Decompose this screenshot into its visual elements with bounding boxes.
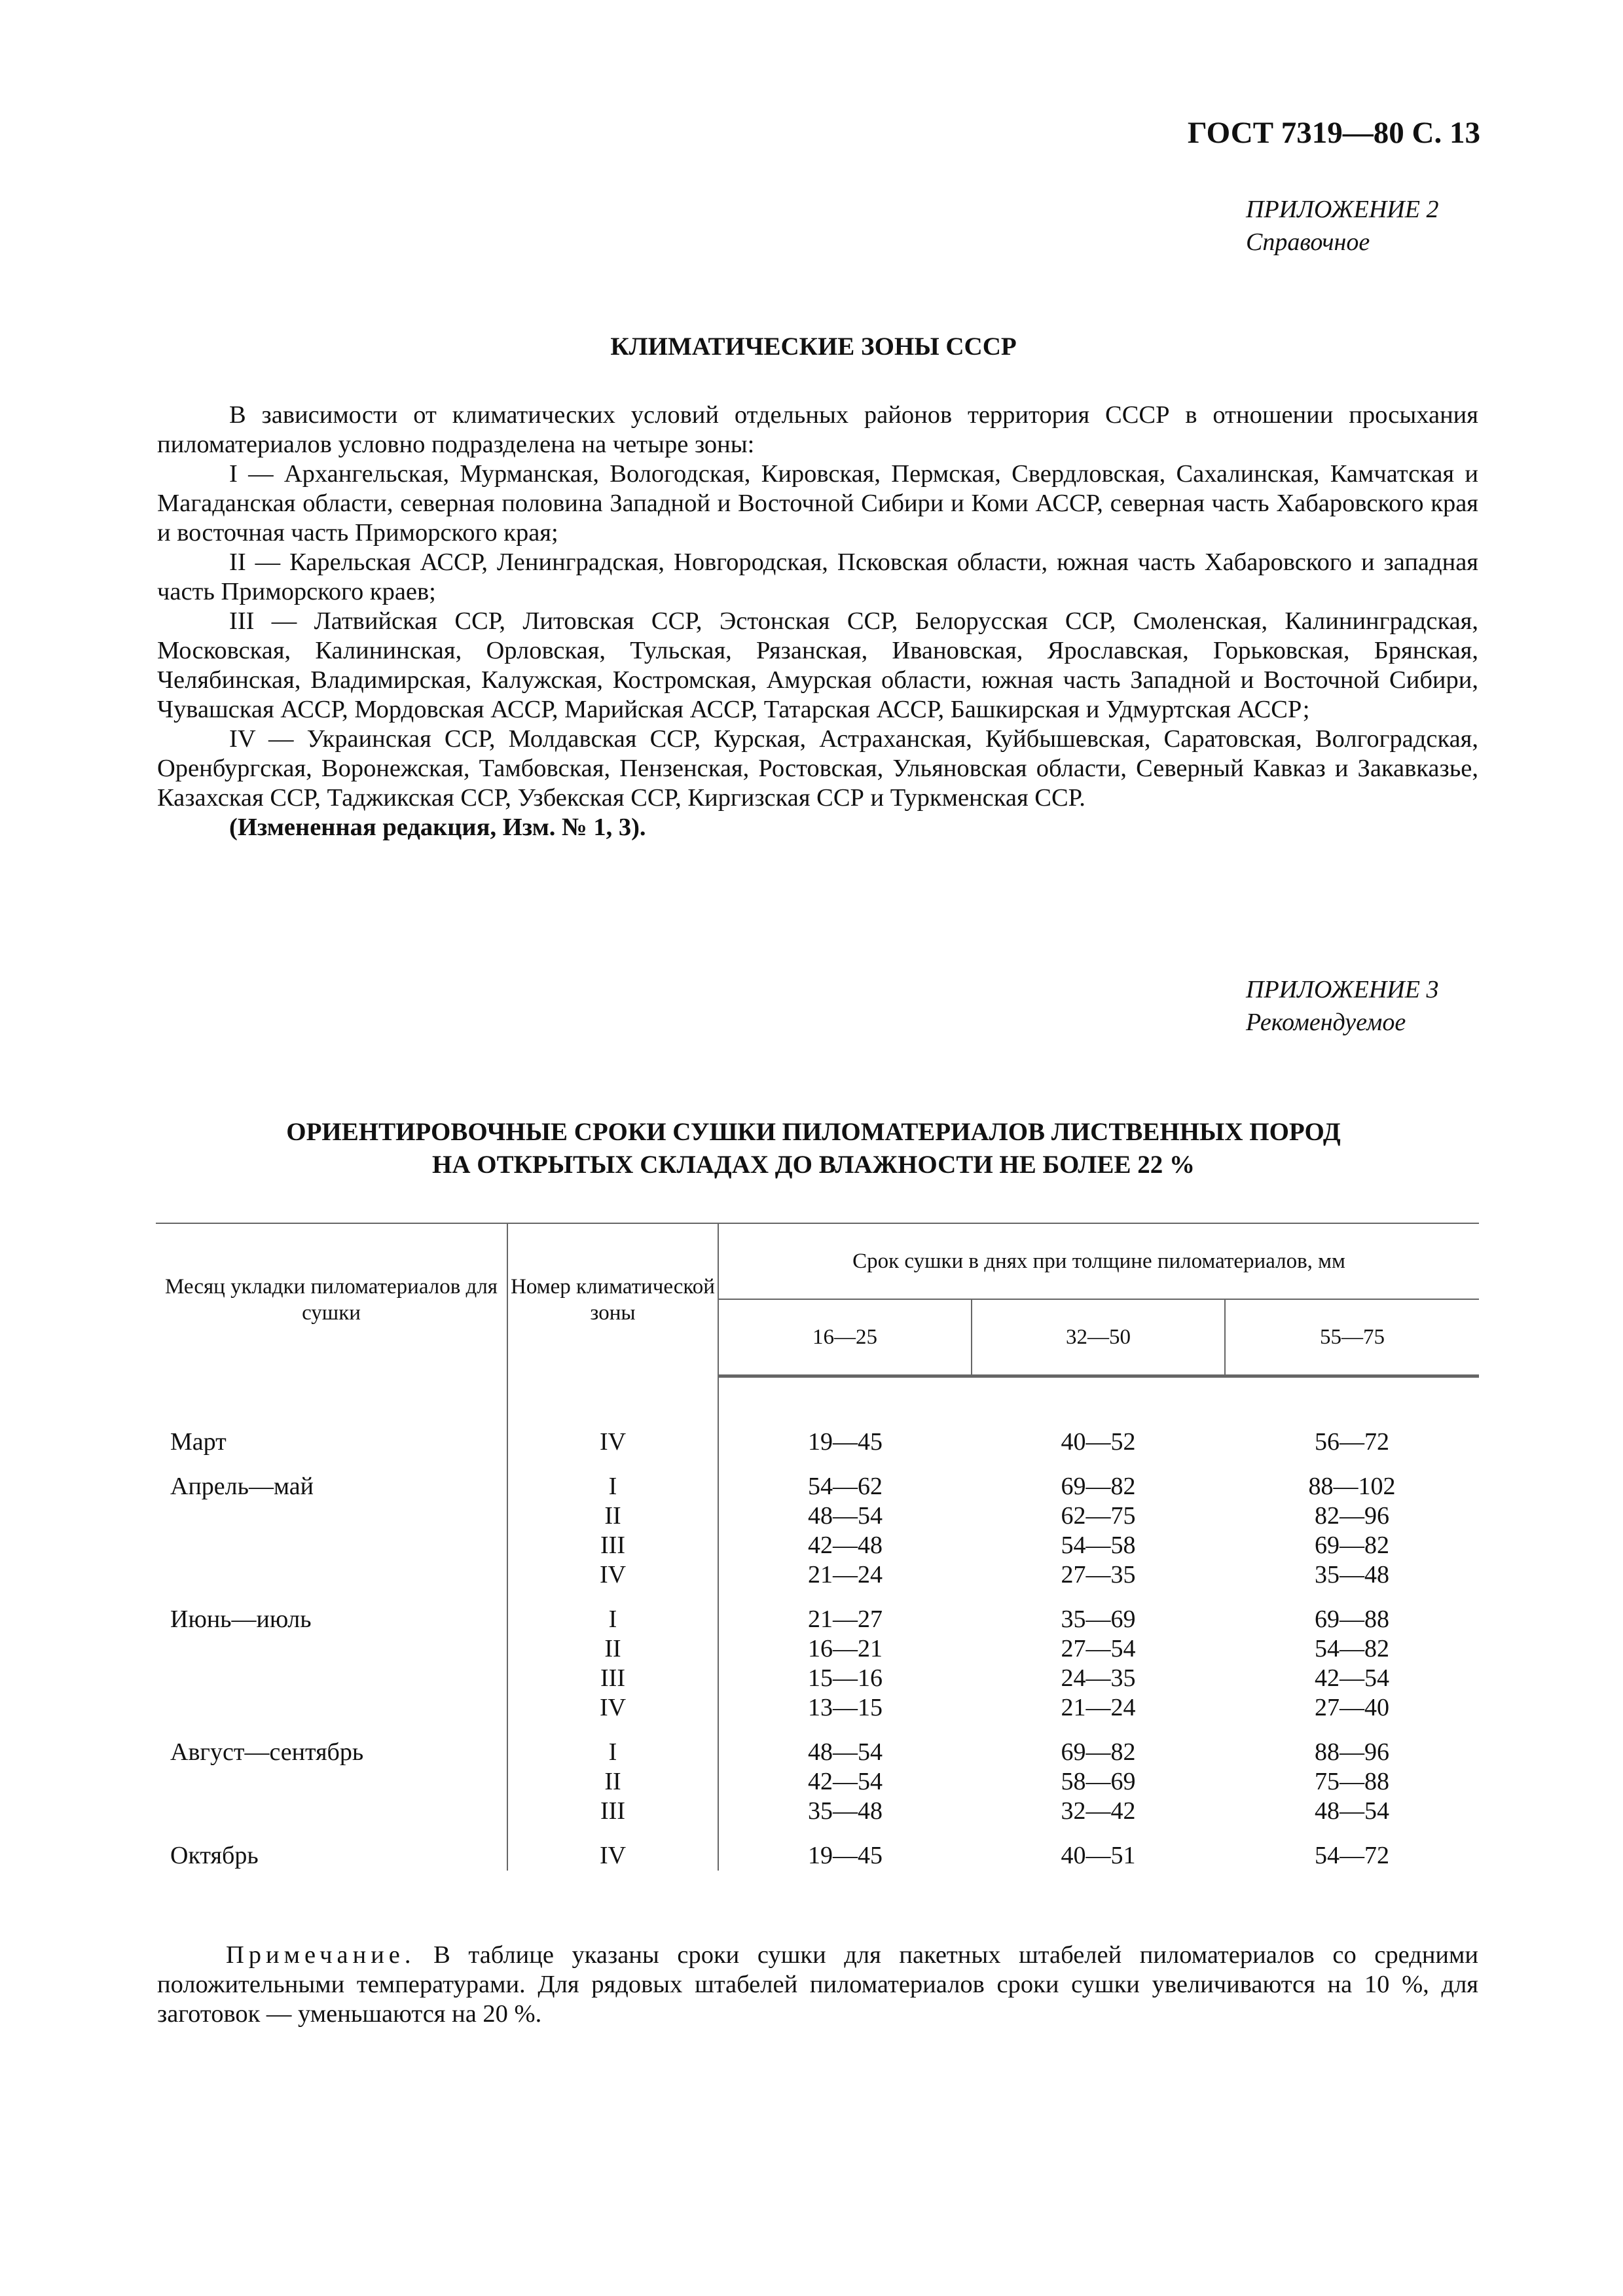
appendix-2-status: Справочное <box>1246 228 1370 256</box>
zone-cell <box>507 1427 718 1472</box>
drying-term-value: 35—48 <box>1315 1561 1390 1588</box>
drying-term-value: 19—45 <box>808 1842 883 1869</box>
drying-term-value: 32—42 <box>1061 1797 1136 1825</box>
appendix-3-status: Рекомендуемое <box>1246 1009 1406 1036</box>
drying-term-value: 21—24 <box>808 1561 883 1588</box>
drying-term-value: 88—96 <box>1315 1738 1390 1766</box>
drying-term-value: 27—40 <box>1315 1694 1390 1721</box>
zone-value: I <box>608 1605 617 1633</box>
drying-term-value: 58—69 <box>1061 1768 1136 1795</box>
drying-term-value: 35—48 <box>808 1797 883 1825</box>
table-row <box>156 1427 1479 1472</box>
month-cell: Апрель—май <box>156 1472 507 1605</box>
drying-term-value: 35—69 <box>1061 1605 1136 1633</box>
drying-term-value: 40—51 <box>1061 1842 1136 1869</box>
header-thickness-1: 16—25 <box>718 1299 972 1376</box>
drying-term-value: 42—48 <box>808 1532 883 1559</box>
drying-term-cell <box>972 1605 1225 1738</box>
drying-term-value: 19—45 <box>808 1428 883 1456</box>
drying-term-value: 48—54 <box>1315 1797 1390 1825</box>
drying-term-value: 21—27 <box>808 1605 883 1633</box>
drying-term-value: 15—16 <box>808 1664 883 1692</box>
zone-value: II <box>604 1635 621 1662</box>
revision-note: (Измененная редакция, Изм. № 1, 3). <box>229 814 646 841</box>
drying-term-value: 82—96 <box>1315 1502 1390 1530</box>
table-row <box>156 1738 1479 1841</box>
drying-term-value: 54—82 <box>1315 1635 1390 1662</box>
drying-term-cell <box>1225 1738 1479 1841</box>
drying-term-cell <box>972 1472 1225 1605</box>
drying-term-value: 42—54 <box>808 1768 883 1795</box>
table-row <box>156 1605 1479 1738</box>
table-row <box>156 1841 1479 1871</box>
zone-1-paragraph: I — Архангельская, Мурманская, Вологодская, Кировская, Пермская, Свердловская, Сахалинская, Камчатская и Магаданская области, северная половина Западной и Восточной Сибири и Коми АССР, северная часть Хабаровского края и восточная часть Приморского края; <box>157 460 1478 547</box>
drying-term-value: 24—35 <box>1061 1664 1136 1692</box>
drying-term-cell <box>1225 1605 1479 1738</box>
drying-term-value: 16—21 <box>808 1635 883 1662</box>
drying-term-cell <box>718 1841 972 1871</box>
header-thickness-3: 55—75 <box>1225 1299 1479 1376</box>
drying-term-cell <box>1225 1427 1479 1472</box>
zone-value: II <box>604 1502 621 1530</box>
header-month: Месяц укладки пиломатериалов для сушки <box>156 1223 507 1376</box>
header-drying-term: Срок сушки в днях при толщине пиломатериалов, мм <box>718 1223 1479 1299</box>
zone-cell <box>507 1841 718 1871</box>
appendix-2-title: ПРИЛОЖЕНИЕ 2 <box>1246 196 1439 223</box>
drying-term-value: 54—58 <box>1061 1532 1136 1559</box>
drying-term-value: 69—82 <box>1061 1738 1136 1766</box>
month-cell: Март <box>156 1427 507 1472</box>
section-1-heading: КЛИМАТИЧЕСКИЕ ЗОНЫ СССР <box>610 332 1017 361</box>
zone-cell <box>507 1472 718 1605</box>
drying-term-value: 69—88 <box>1315 1605 1390 1633</box>
drying-term-value: 56—72 <box>1315 1428 1390 1456</box>
zone-value: IV <box>599 1842 627 1869</box>
drying-term-value: 62—75 <box>1061 1502 1136 1530</box>
appendix-3-label <box>1246 973 1438 1039</box>
drying-term-value: 54—62 <box>808 1473 883 1500</box>
drying-term-value: 48—54 <box>808 1502 883 1530</box>
zone-value: II <box>604 1768 621 1795</box>
drying-term-value: 21—24 <box>1061 1694 1136 1721</box>
document-number: ГОСТ 7319—80 С. 13 <box>1187 116 1480 150</box>
drying-term-cell <box>718 1738 972 1841</box>
zone-cell <box>507 1605 718 1738</box>
drying-term-cell <box>718 1605 972 1738</box>
drying-term-value: 54—72 <box>1315 1842 1390 1869</box>
drying-term-cell <box>1225 1472 1479 1605</box>
drying-term-value: 75—88 <box>1315 1768 1390 1795</box>
table-note <box>157 1941 1478 2029</box>
header-thickness-2: 32—50 <box>972 1299 1225 1376</box>
drying-term-value: 27—54 <box>1061 1635 1136 1662</box>
drying-term-value: 13—15 <box>808 1694 883 1721</box>
drying-term-value: 40—52 <box>1061 1428 1136 1456</box>
note-label: Примечание. <box>226 1941 416 1969</box>
month-cell: Октябрь <box>156 1841 507 1871</box>
drying-term-value: 48—54 <box>808 1738 883 1766</box>
zone-value: III <box>600 1797 625 1825</box>
section-2-heading-line-2: НА ОТКРЫТЫХ СКЛАДАХ ДО ВЛАЖНОСТИ НЕ БОЛЕЕ 22 % <box>431 1151 1195 1179</box>
zone-value: IV <box>599 1694 627 1721</box>
drying-term-cell <box>972 1427 1225 1472</box>
drying-term-value: 88—102 <box>1308 1473 1396 1500</box>
drying-term-cell <box>718 1472 972 1605</box>
drying-term-cell <box>718 1427 972 1472</box>
zone-value: IV <box>599 1428 627 1456</box>
drying-term-value: 42—54 <box>1315 1664 1390 1692</box>
zone-4-paragraph: IV — Украинская ССР, Молдавская ССР, Курская, Астраханская, Куйбышевская, Саратовская, Волгоградская, Оренбургская, Воронежская, Тамбовская, Пензенская, Ростовская, Ульяновская области, Северный Кавказ и Закавказье, Казахская ССР, Таджикская ССР, Узбекская ССР, Киргизская ССР и Туркменская ССР. <box>157 725 1478 812</box>
zone-value: I <box>608 1473 617 1500</box>
drying-term-value: 69—82 <box>1315 1532 1390 1559</box>
drying-time-table <box>156 1223 1479 1871</box>
zone-value: IV <box>599 1561 627 1588</box>
zone-value: III <box>600 1664 625 1692</box>
month-cell: Август—сентябрь <box>156 1738 507 1841</box>
appendix-2-label <box>1246 193 1438 259</box>
zone-3-paragraph: III — Латвийская ССР, Литовская ССР, Эстонская ССР, Белорусская ССР, Смоленская, Калининградская, Московская, Калининская, Орловская, Тульская, Рязанская, Ивановская, Ярославская, Горьковская, Брянская, Челябинская, Владимирская, Калужская, Костромская, Амурская области, южная часть Западной и Восточной Сибири, Чувашская АССР, Мордовская АССР, Марийская АССР, Татарская АССР, Башкирская и Удмуртская АССР; <box>157 607 1478 723</box>
header-zone: Номер климатической зоны <box>507 1223 718 1376</box>
drying-term-cell <box>972 1738 1225 1841</box>
zone-cell <box>507 1738 718 1841</box>
zone-2-paragraph: II — Карельская АССР, Ленинградская, Новгородская, Псковская области, южная часть Хабаровского и западная часть Приморского краев; <box>157 548 1478 605</box>
intro-paragraph: В зависимости от климатических условий отдельных районов территория СССР в отношении просыхания пиломатериалов условно подразделена на четыре зоны: <box>157 401 1478 458</box>
drying-term-value: 27—35 <box>1061 1561 1136 1588</box>
climate-zones-text <box>157 401 1478 842</box>
section-2-heading <box>151 1116 1476 1181</box>
table-row <box>156 1472 1479 1605</box>
table-body <box>156 1376 1479 1871</box>
zone-value: III <box>600 1532 625 1559</box>
zone-value: I <box>608 1738 617 1766</box>
note-text: В таблице указаны сроки сушки для пакетных штабелей пиломатериалов со средними положительными температурами. Для рядовых штабелей пиломатериалов сроки сушки увеличиваются на 10 %, для заготовок — уменьшаются на 20 %. <box>157 1941 1478 2028</box>
drying-term-cell <box>972 1841 1225 1871</box>
appendix-3-title: ПРИЛОЖЕНИЕ 3 <box>1246 976 1439 1003</box>
drying-term-value: 69—82 <box>1061 1473 1136 1500</box>
drying-term-cell <box>1225 1841 1479 1871</box>
month-cell: Июнь—июль <box>156 1605 507 1738</box>
section-2-heading-line-1: ОРИЕНТИРОВОЧНЫЕ СРОКИ СУШКИ ПИЛОМАТЕРИАЛОВ ЛИСТВЕННЫХ ПОРОД <box>286 1118 1341 1146</box>
